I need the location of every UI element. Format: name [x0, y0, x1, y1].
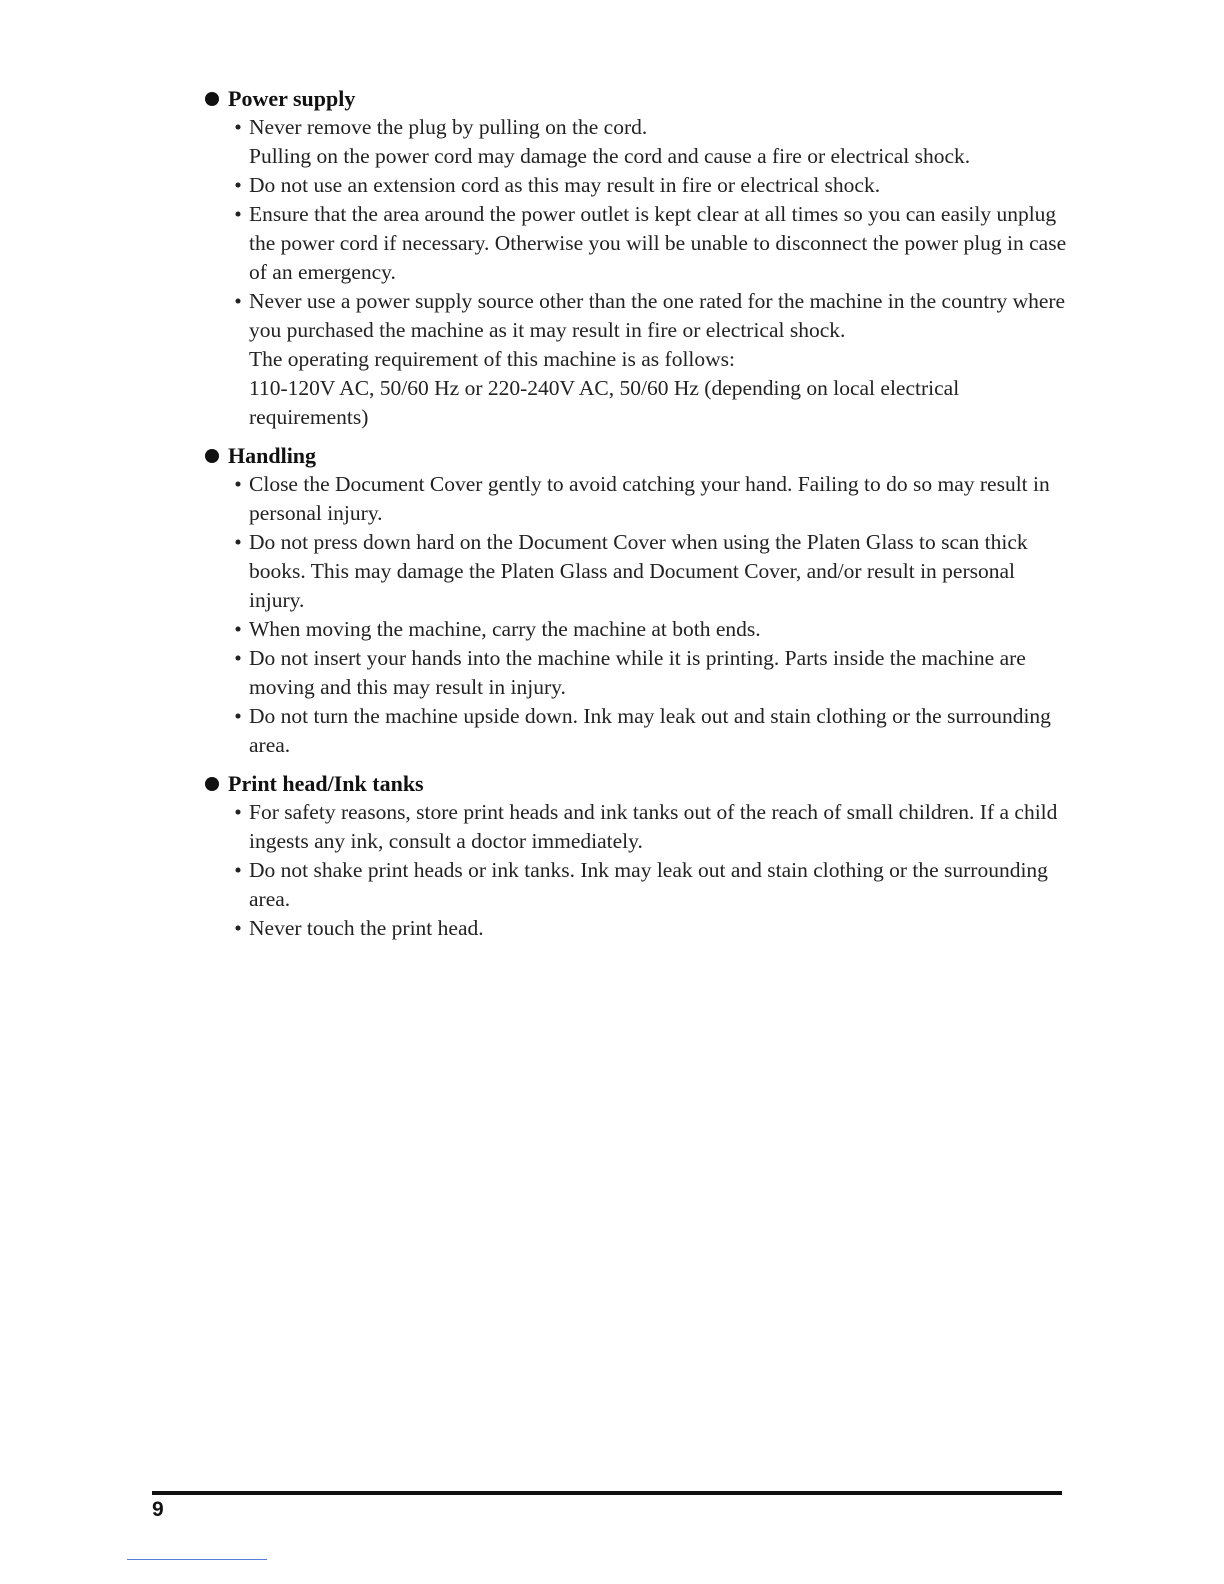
bullet-dot-icon: •: [234, 202, 242, 226]
item-text: Do not shake print heads or ink tanks. Ink may leak out and stain clothing or the surrounding area.: [249, 858, 1048, 911]
section-heading: [205, 769, 1075, 798]
section-print-head-ink-tanks: [205, 769, 1075, 943]
item-text: For safety reasons, store print heads and ink tanks out of the reach of small children. If a child ingests any ink, consult a doctor immediately.: [249, 800, 1058, 853]
item-text: Do not press down hard on the Document Cover when using the Platen Glass to scan thick books. This may damage the Platen Glass and Document Cover, and/or result in personal injury.: [249, 530, 1028, 612]
page-number: 9: [152, 1498, 164, 1521]
list-item: [234, 702, 1075, 760]
section-heading-text: Handling: [228, 443, 317, 468]
item-text: Close the Document Cover gently to avoid catching your hand. Failing to do so may result in personal injury.: [249, 472, 1050, 525]
item-text: Do not use an extension cord as this may result in fire or electrical shock.: [249, 173, 881, 197]
bullet-dot-icon: •: [234, 115, 242, 139]
bullet-dot-icon: •: [234, 704, 242, 728]
bullet-circle-icon: [205, 777, 219, 791]
list-item: [234, 470, 1075, 528]
bullet-dot-icon: •: [234, 289, 242, 313]
bullet-dot-icon: •: [234, 617, 242, 641]
footnote-divider: [127, 1559, 267, 1560]
bullet-dot-icon: •: [234, 916, 242, 940]
bullet-dot-icon: •: [234, 646, 242, 670]
item-text: Never remove the plug by pulling on the cord.: [249, 115, 648, 139]
list-item: [234, 644, 1075, 702]
bullet-dot-icon: •: [234, 472, 242, 496]
footer-divider: [152, 1491, 1062, 1495]
list-item: [234, 798, 1075, 856]
list-item: [234, 287, 1075, 432]
bullet-dot-icon: •: [234, 800, 242, 824]
item-text: Do not insert your hands into the machine while it is printing. Parts inside the machine are moving and this may result in injury.: [249, 646, 1026, 699]
item-list: [205, 113, 1075, 432]
section-heading: [205, 84, 1075, 113]
bullet-circle-icon: [205, 449, 219, 463]
item-text: Ensure that the area around the power outlet is kept clear at all times so you can easily unplug the power cord if necessary. Otherwise you will be unable to disconnect the power plug in case of an emergency.: [249, 202, 1067, 284]
section-power-supply: [205, 84, 1075, 432]
list-item: [234, 200, 1075, 287]
item-text: When moving the machine, carry the machine at both ends.: [249, 617, 761, 641]
section-heading: [205, 441, 1075, 470]
item-list: [205, 798, 1075, 943]
safety-precautions-content: [205, 84, 1075, 952]
list-item: [234, 914, 1075, 943]
item-text: 110-120V AC, 50/60 Hz or 220-240V AC, 50/60 Hz (depending on local electrical requirements): [249, 376, 960, 429]
item-text: Never use a power supply source other than the one rated for the machine in the country where you purchased the machine as it may result in fire or electrical shock.: [249, 289, 1066, 342]
item-text: The operating requirement of this machine is as follows:: [249, 347, 736, 371]
item-text: Never touch the print head.: [249, 916, 484, 940]
bullet-dot-icon: •: [234, 173, 242, 197]
list-item: [234, 171, 1075, 200]
bullet-dot-icon: •: [234, 530, 242, 554]
list-item: [234, 528, 1075, 615]
list-item: [234, 113, 1075, 171]
item-text: Do not turn the machine upside down. Ink may leak out and stain clothing or the surrounding area.: [249, 704, 1051, 757]
section-handling: [205, 441, 1075, 760]
section-heading-text: Power supply: [228, 86, 356, 111]
list-item: [234, 856, 1075, 914]
item-list: [205, 470, 1075, 760]
section-heading-text: Print head/Ink tanks: [228, 771, 424, 796]
bullet-dot-icon: •: [234, 858, 242, 882]
list-item: [234, 615, 1075, 644]
item-text: Pulling on the power cord may damage the cord and cause a fire or electrical shock.: [249, 144, 971, 168]
bullet-circle-icon: [205, 92, 219, 106]
